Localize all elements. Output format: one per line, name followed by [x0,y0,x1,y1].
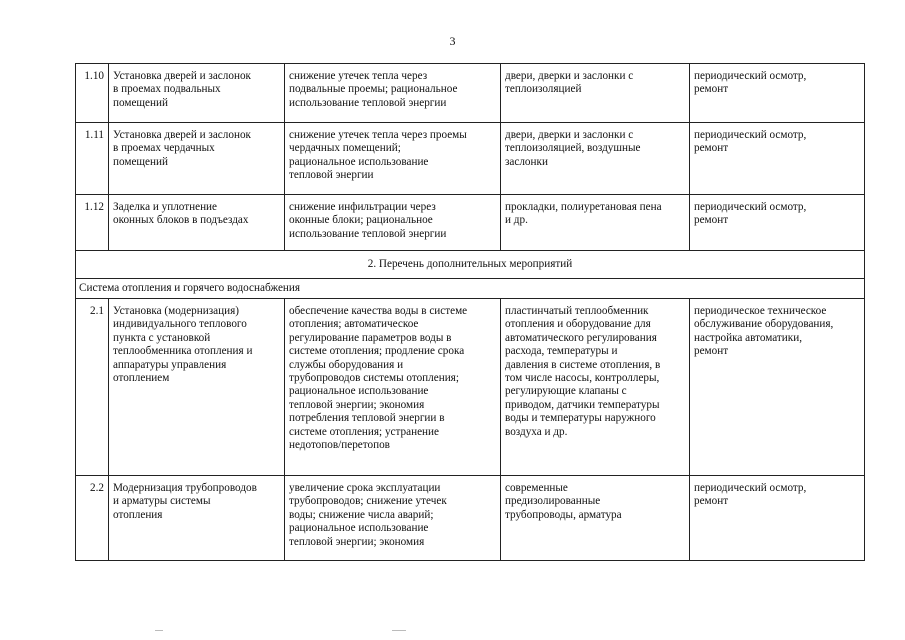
table-row [76,299,865,476]
table-row [76,64,865,123]
section-row [76,251,865,279]
service-cell: периодический осмотр, ремонт [690,476,865,561]
service-cell: периодический осмотр, ремонт [690,64,865,123]
equipment-cell: двери, дверки и заслонки с теплоизоляцией [501,64,690,123]
service-cell: периодический осмотр, ремонт [690,123,865,195]
service-cell: периодическое техническое обслуживание оборудования, настройка автоматики, ремонт [690,299,865,476]
row-number: 1.10 [76,64,109,123]
measures-table [75,63,865,561]
measure-cell: Заделка и уплотнение оконных блоков в подъездах [109,195,285,251]
measure-cell: Модернизация трубопроводов и арматуры системы отопления [109,476,285,561]
measure-cell: Установка дверей и заслонок в проемах чердачных помещений [109,123,285,195]
purpose-cell: снижение утечек тепла через проемы чердачных помещений; рациональное использование тепловой энергии [285,123,501,195]
table-row [76,123,865,195]
row-number: 1.11 [76,123,109,195]
purpose-cell: обеспечение качества воды в системе отопления; автоматическое регулирование параметров воды в системе отопления; продление срока службы оборудования и трубопроводов системы отопления; рациональное использование тепловой энергии; экономия потребления тепловой энергии в системе отопления; устранение недотопов/перетопов [285,299,501,476]
row-number: 2.2 [76,476,109,561]
scan-artifact [155,630,163,631]
measure-cell: Установка дверей и заслонок в проемах подвальных помещений [109,64,285,123]
purpose-cell: снижение инфильтрации через оконные блоки; рациональное использование тепловой энергии [285,195,501,251]
service-cell: периодический осмотр, ремонт [690,195,865,251]
purpose-cell: увеличение срока эксплуатации трубопроводов; снижение утечек воды; снижение числа аварий; рациональное использование тепловой энергии; экономия [285,476,501,561]
section-title: 2. Перечень дополнительных мероприятий [76,251,865,279]
equipment-cell: двери, дверки и заслонки с теплоизоляцией, воздушные заслонки [501,123,690,195]
equipment-cell: прокладки, полиуретановая пена и др. [501,195,690,251]
scan-artifact [392,630,406,631]
table-row [76,476,865,561]
subsection-row [76,279,865,299]
purpose-cell: снижение утечек тепла через подвальные проемы; рациональное использование тепловой энергии [285,64,501,123]
row-number: 2.1 [76,299,109,476]
table-row [76,195,865,251]
page-number: 3 [449,34,456,48]
equipment-cell: пластинчатый теплообменник отопления и оборудование для автоматического регулирования расхода, температуры и давления в системе отопления, в том числе насосы, контроллеры, регулирующие клапаны с приводом, датчики температуры воды и температуры наружного воздуха и др. [501,299,690,476]
measure-cell: Установка (модернизация) индивидуального теплового пункта с установкой теплообменника отопления и аппаратуры управления отоплением [109,299,285,476]
subsection-title: Система отопления и горячего водоснабжения [76,279,865,299]
equipment-cell: современные предизолированные трубопроводы, арматура [501,476,690,561]
row-number: 1.12 [76,195,109,251]
